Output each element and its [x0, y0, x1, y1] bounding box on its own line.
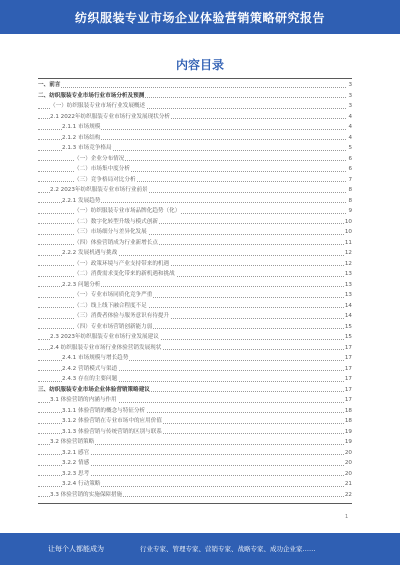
toc-entry-label: 3.2.3 思考	[62, 469, 90, 480]
toc-entry-label: （二）数字化转型升级与模式创新	[74, 217, 159, 228]
toc-entry-label: 2.2.3 问题分析	[62, 280, 101, 291]
toc-entry-page: 21	[344, 479, 352, 490]
toc-entry-page: 14	[344, 301, 352, 312]
toc-entry-page: 6	[347, 164, 352, 175]
toc-entry-page: 13	[344, 290, 352, 301]
toc-entry[interactable]	[38, 406, 352, 417]
toc-entry[interactable]	[38, 353, 352, 364]
toc-entry[interactable]	[38, 395, 352, 406]
toc-entry-page: 3	[347, 91, 352, 102]
toc-entry-label: （二）消费需求变化带来的新机遇和挑战	[74, 269, 176, 280]
toc-entry[interactable]	[38, 290, 352, 301]
toc-entry[interactable]	[38, 217, 352, 228]
toc-entry-page: 18	[344, 406, 352, 417]
toc-entry-page: 17	[344, 364, 352, 375]
toc-entry-page: 3	[347, 101, 352, 112]
toc-entry-page: 13	[344, 269, 352, 280]
toc-entry-label: 2.4.3 存在的主要问题	[62, 374, 118, 385]
toc-entry-page: 5	[347, 143, 352, 154]
toc-entry-label: 3.2.2 情感	[62, 458, 90, 469]
toc-entry-label: 3.3 体验营销的实施保障措施	[50, 490, 123, 501]
toc-entry-page: 12	[344, 248, 352, 259]
toc-entry-page: 4	[347, 122, 352, 133]
toc-entry-label: （二）线上线下融合程度不足	[74, 301, 148, 312]
toc-entry-label: （四）体验营销成为行业新增长点	[74, 238, 159, 249]
toc-entry-page: 15	[344, 332, 352, 343]
toc-entry-label: （一）政策环境与产业支持带来的机遇	[74, 259, 170, 270]
toc-entry-page: 10	[344, 217, 352, 228]
toc-entry-label: 3.1.2 体验营销在专业市场中的应用价值	[62, 416, 163, 427]
toc-entry[interactable]	[38, 427, 352, 438]
page-number: 1	[345, 514, 349, 520]
toc-entry[interactable]	[38, 458, 352, 469]
toc-entry-page: 6	[347, 154, 352, 165]
toc-entry-page: 4	[347, 112, 352, 123]
toc-entry-label: （一）纺织服装专业市场行业发展概述	[50, 101, 146, 112]
toc-entry[interactable]	[38, 448, 352, 459]
toc-entry-page: 22	[344, 490, 352, 501]
toc-entry-label: 3.1 体验营销的内涵与作用	[50, 395, 118, 406]
toc-entry[interactable]	[38, 206, 352, 217]
toc-entry[interactable]	[38, 112, 352, 123]
toc-entry-label: 2.3 2023年纺织服装专业市场行业发展建议	[50, 332, 160, 343]
toc-entry-label: （二）市场集中度分析	[74, 164, 131, 175]
toc-entry-page: 17	[344, 353, 352, 364]
toc-entry[interactable]	[38, 164, 352, 175]
toc-entry[interactable]	[38, 364, 352, 375]
toc-entry-page: 11	[344, 238, 352, 249]
toc-entry-page: 8	[347, 185, 352, 196]
toc-entry[interactable]	[38, 385, 352, 396]
toc-entry-page: 20	[344, 448, 352, 459]
toc-entry-label: 2.2 2023年纺织服装专业市场行业前景	[50, 185, 149, 196]
toc-entry-page: 13	[344, 280, 352, 291]
toc-entry[interactable]	[38, 322, 352, 333]
toc-entry-label: （四）专业市场营销创新能力弱	[74, 322, 153, 333]
toc-entry-page: 17	[344, 374, 352, 385]
toc-entry-page: 20	[344, 469, 352, 480]
toc-entry-page: 15	[344, 322, 352, 333]
toc-entry[interactable]	[38, 311, 352, 322]
toc-entry-page: 8	[347, 196, 352, 207]
toc-entry-label: 2.1.2 市场结构	[62, 133, 101, 144]
toc-entry[interactable]	[38, 332, 352, 343]
toc-entry[interactable]	[38, 259, 352, 270]
toc-entry-label: 三、纺织服装专业市场企业体验营销策略建议	[38, 385, 151, 396]
toc-entry-page: 3	[347, 80, 352, 91]
toc-entry-label: 2.1.1 市场规模	[62, 122, 101, 133]
toc-entry[interactable]	[38, 185, 352, 196]
toc-entry-label: 3.2.1 感官	[62, 448, 90, 459]
toc-entry-label: （一）纺织服装专业市场品牌化趋势（化）	[74, 206, 181, 217]
toc-entry[interactable]	[38, 479, 352, 490]
toc-entry[interactable]	[38, 280, 352, 291]
footer-slogan: 让每个人都能成为	[48, 545, 104, 553]
toc-entry[interactable]	[38, 175, 352, 186]
toc-entry-label: 2.4.2 营销模式与渠道	[62, 364, 118, 375]
toc-entry[interactable]	[38, 154, 352, 165]
toc-entry-label: （三）消费者体验与服务意识有待提升	[74, 311, 170, 322]
toc-entry-label: 3.2.4 行动策略	[62, 479, 101, 490]
toc-entry-label: 2.1 2022年纺织服装专业市场行业发展现状分析	[50, 112, 171, 123]
toc-entry[interactable]	[38, 469, 352, 480]
toc-entry-page: 17	[344, 395, 352, 406]
toc-entry-label: 3.1.3 体验营销与传统营销的区别与联系	[62, 427, 163, 438]
toc-entry[interactable]	[38, 122, 352, 133]
toc-entry[interactable]	[38, 80, 352, 91]
toc-entry[interactable]	[38, 196, 352, 207]
toc-entry-page: 19	[344, 427, 352, 438]
toc-entry[interactable]	[38, 91, 352, 102]
toc-entry[interactable]	[38, 101, 352, 112]
toc-heading: 内容目录	[175, 58, 224, 72]
toc-entry[interactable]	[38, 343, 352, 354]
toc-entry-label: 2.2.1 发展趋势	[62, 196, 101, 207]
toc-entry-label: 一、前言	[38, 80, 61, 91]
toc-entry[interactable]	[38, 248, 352, 259]
toc-bottom-rule	[38, 503, 352, 504]
toc-top-rule	[38, 78, 352, 79]
toc-entry-page: 9	[347, 206, 352, 217]
toc-entry-page: 4	[347, 133, 352, 144]
toc-entry[interactable]	[38, 301, 352, 312]
toc-entry-page: 17	[344, 343, 352, 354]
toc-entry-page: 18	[344, 416, 352, 427]
toc-entry-label: （一）企业分布情况	[74, 154, 125, 165]
toc-entry[interactable]	[38, 133, 352, 144]
toc-entry-label: （三）市场细分与差异化发展	[74, 227, 148, 238]
toc-entry-label: （三）竞争格局对比分析	[74, 175, 137, 186]
footer-banner	[0, 533, 400, 565]
toc-entry-page: 14	[344, 311, 352, 322]
toc-entry-label: 3.1.1 体验营销的概念与特征分析	[62, 406, 146, 417]
toc-entry-label: 3.2 体验营销策略	[50, 437, 95, 448]
toc-entry-label: 二、纺织服装专业市场行业市场分析及预测	[38, 91, 145, 102]
toc-entry-page: 19	[344, 437, 352, 448]
toc-leader-dots	[38, 87, 346, 88]
toc-entry-page: 17	[344, 385, 352, 396]
toc-entry[interactable]	[38, 269, 352, 280]
toc-entry[interactable]	[38, 437, 352, 448]
toc-entry-label: 2.4 纺织服装专业市场行业体验营销发展现状	[50, 343, 162, 354]
toc-entry-label: 2.4.1 市场规模与增长趋势	[62, 353, 129, 364]
toc-entry[interactable]	[38, 490, 352, 501]
toc-entry-page: 10	[344, 227, 352, 238]
toc-entry[interactable]	[38, 143, 352, 154]
table-of-contents	[38, 80, 352, 500]
toc-entry[interactable]	[38, 416, 352, 427]
toc-entry[interactable]	[38, 227, 352, 238]
toc-entry[interactable]	[38, 374, 352, 385]
report-title: 纺织服装专业市场企业体验营销策略研究报告	[74, 11, 325, 25]
toc-entry-page: 7	[347, 175, 352, 186]
toc-entry-page: 20	[344, 458, 352, 469]
footer-tagline: 行业专家、管理专家、营销专家、战略专家、成功企业家……	[140, 545, 316, 553]
header-banner	[0, 0, 400, 34]
toc-entry-label: 2.2.2 发展机遇与挑战	[62, 248, 118, 259]
toc-entry-label: （一）专业市场同质化竞争严重	[74, 290, 153, 301]
toc-entry-label: 2.1.3 市场竞争格局	[62, 143, 113, 154]
toc-entry-page: 12	[344, 259, 352, 270]
toc-entry[interactable]	[38, 238, 352, 249]
